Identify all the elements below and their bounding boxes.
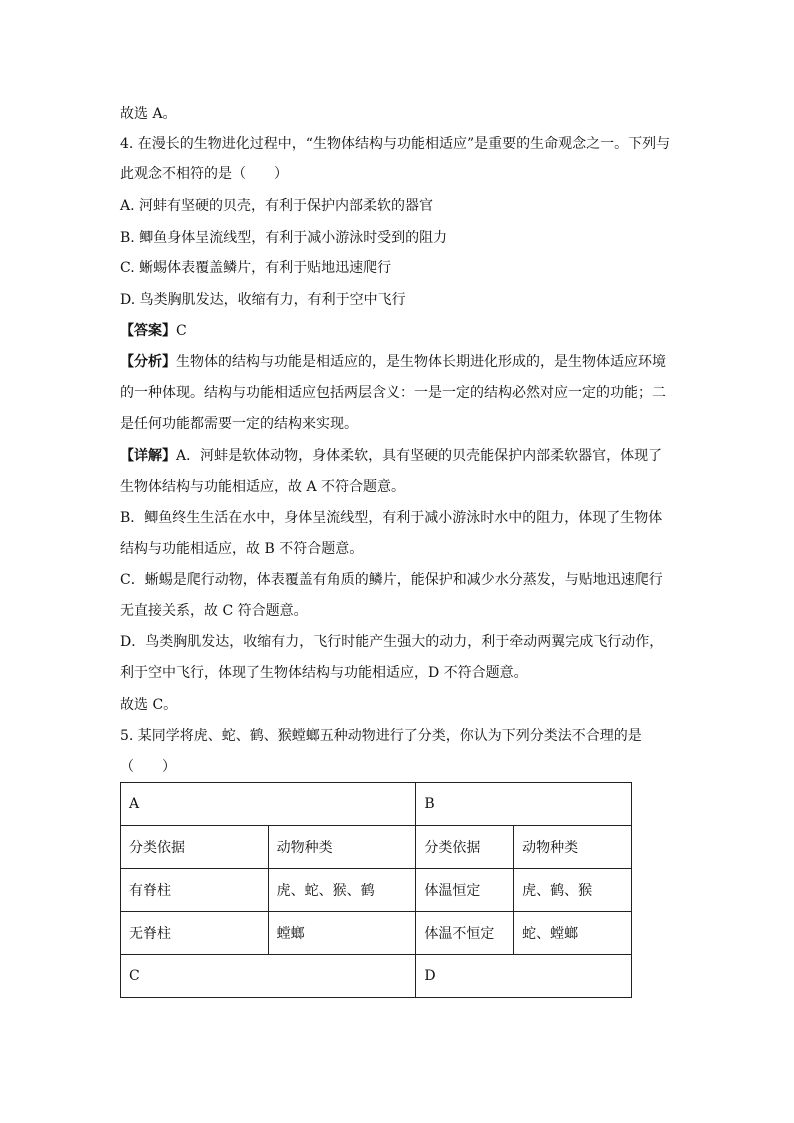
q4-option-d: D. 鸟类胸肌发达，收缩有力，有利于空中飞行 xyxy=(120,292,406,308)
table-header-cell: 分类依据 xyxy=(416,826,514,869)
q4-option-b: B. 鲫鱼身体呈流线型，有利于减小游泳时受到的阻力 xyxy=(120,230,448,246)
table-header-cell: 动物种类 xyxy=(268,826,416,869)
answer-tag: 【答案】 xyxy=(120,323,176,339)
table-cell: 体温不恒定 xyxy=(416,912,514,955)
detail-text: A．河蚌是软体动物，身体柔软，具有坚硬的贝壳能保护内部柔软器官，体现了 xyxy=(176,448,663,464)
q4-option-a: A. 河蚌有坚硬的贝壳，有利于保护内部柔软的器官 xyxy=(120,198,434,214)
q5-stem-line1: 5. 某同学将虎、蛇、鹤、猴螳螂五种动物进行了分类，你认为下列分类法不合理的是 xyxy=(120,728,642,744)
table-cell: 螳螂 xyxy=(268,912,416,955)
option-c-label: C xyxy=(121,955,416,998)
analysis-text: 生物体的结构与功能是相适应的，是生物体长期进化形成的，是生物体适应环境 xyxy=(176,354,666,370)
detail-tag: 【详解】 xyxy=(120,448,176,464)
table-row xyxy=(121,783,632,826)
option-a-label: A xyxy=(121,783,416,826)
table-row xyxy=(121,955,632,998)
q4-conclusion: 故选 C。 xyxy=(120,697,178,713)
q4-detail-line4: 结构与功能相适应，故 B 不符合题意。 xyxy=(120,541,364,557)
q4-analysis-line3: 是任何功能都需要一定的结构来实现。 xyxy=(120,416,358,432)
table-cell: 虎、鹤、猴 xyxy=(514,869,632,912)
q3-conclusion: 故选 A。 xyxy=(120,106,177,122)
q5-stem-line2: （ ） xyxy=(120,759,176,775)
q4-detail-line3: B．鲫鱼终生生活在水中，身体呈流线型，有利于减小游泳时水中的阻力，体现了生物体 xyxy=(120,510,663,526)
table-header-row xyxy=(121,826,632,869)
analysis-tag: 【分析】 xyxy=(120,354,176,370)
q4-answer xyxy=(120,321,187,341)
classification-table xyxy=(120,782,632,998)
q4-stem-line1: 4. 在漫长的生物进化过程中，“生物体结构与功能相适应”是重要的生命观念之一。下列与 xyxy=(120,136,671,152)
option-d-label: D xyxy=(416,955,632,998)
q4-analysis-line1 xyxy=(120,352,666,372)
table-cell: 无脊柱 xyxy=(121,912,269,955)
q4-detail-line8: 利于空中飞行，体现了生物体结构与功能相适应，D 不符合题意。 xyxy=(120,665,528,681)
q4-analysis-line2: 的一种体现。结构与功能相适应包括两层含义：一是一定的结构必然对应一定的功能；二 xyxy=(120,385,666,401)
q4-option-c: C. 蜥蜴体表覆盖鳞片，有利于贴地迅速爬行 xyxy=(120,260,392,276)
table-cell: 虎、蛇、猴、鹤 xyxy=(268,869,416,912)
q4-detail-line5: C．蜥蜴是爬行动物，体表覆盖有角质的鳞片，能保护和减少水分蒸发，与贴地迅速爬行 xyxy=(120,572,663,588)
table-header-cell: 分类依据 xyxy=(121,826,269,869)
table-cell: 有脊柱 xyxy=(121,869,269,912)
q4-detail-line6: 无直接关系，故 C 符合题意。 xyxy=(120,603,308,619)
table-row xyxy=(121,912,632,955)
q4-detail-line1 xyxy=(120,446,662,466)
table-row xyxy=(121,869,632,912)
q4-detail-line7: D．鸟类胸肌发达，收缩有力，飞行时能产生强大的动力，利于牵动两翼完成飞行动作， xyxy=(120,634,664,650)
table-cell: 体温恒定 xyxy=(416,869,514,912)
answer-value: C xyxy=(176,323,187,339)
table-cell: 蛇、螳螂 xyxy=(514,912,632,955)
q4-stem-line2: 此观念不相符的是（ ） xyxy=(120,166,288,182)
q4-detail-line2: 生物体结构与功能相适应，故 A 不符合题意。 xyxy=(120,479,406,495)
table-header-cell: 动物种类 xyxy=(514,826,632,869)
option-b-label: B xyxy=(416,783,632,826)
